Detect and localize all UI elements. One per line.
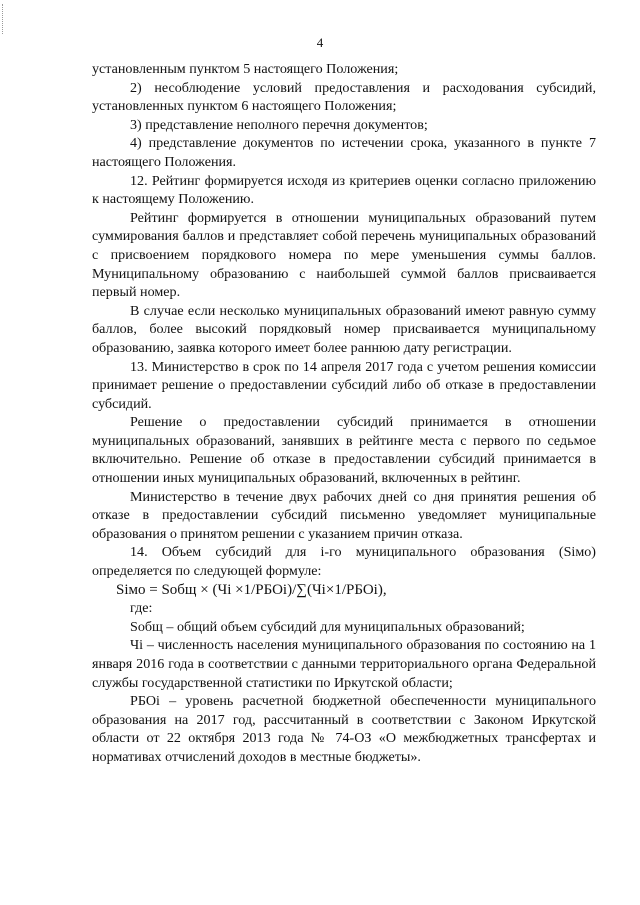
paragraph: 2) несоблюдение условий предоставления и расходования субсидий, установленных пунктом 6 настоящего Положения; <box>92 79 596 115</box>
paragraph: установленным пунктом 5 настоящего Положения; <box>92 61 399 77</box>
paragraph: 3) представление неполного перечня документов; <box>130 116 428 133</box>
paragraph: 4) представление документов по истечении срока, указанного в пункте 7 настоящего Положения. <box>92 135 596 170</box>
paragraph: 14. Объем субсидий для i-го муниципального образования (Siмо) определяется по следующей формуле: <box>92 544 596 580</box>
paragraph: 12. Рейтинг формируется исходя из критериев оценки согласно приложению к настоящему Положению. <box>92 172 596 208</box>
paragraph: Министерство в течение двух рабочих дней со дня принятия решения об отказе в предоставлении субсидий письменно уведомляет муниципальные образования о принятом решении с указанием причин отказа. <box>92 488 596 542</box>
paragraph: Решение о предоставлении субсидий принимается в отношении муниципальных образований, занявших в рейтинге места с первого по седьмое включительно. Решение об отказе в предоставлении субсидий принимается в отношении иных муниципальных образований, включенных в рейтинг. <box>92 414 596 487</box>
paragraph: В случае если несколько муниципальных образований имеют равную сумму баллов, более высокий порядковый номер присваивается муниципальному образованию, заявка которого имеет более раннюю дату регистрации. <box>92 302 596 356</box>
page-number: 4 <box>316 35 324 50</box>
definition-item: Чi – численность населения муниципального образования по состоянию на 1 января 2016 года в соответствии с данными территориального органа Федеральной службы государственной статистики по Иркутской области; <box>92 637 596 691</box>
definition-item: Sобщ – общий объем субсидий для муниципальных образований; <box>130 618 525 635</box>
definition-intro: где: <box>130 600 153 617</box>
paragraph: Рейтинг формируется в отношении муниципальных образований путем суммирования баллов и представляет собой перечень муниципальных образований с присвоением порядкового номера по мере уменьшения суммы баллов. Муниципальному образованию с наибольшей суммой баллов присваивается первый номер. <box>92 209 596 301</box>
paragraph: 13. Министерство в срок по 14 апреля 2017 года с учетом решения комиссии принимает решение о предоставлении субсидий либо об отказе в предоставлении субсидий. <box>92 358 596 412</box>
scan-edge-mark <box>2 4 5 34</box>
definition-item: РБОi – уровень расчетной бюджетной обеспеченности муниципального образования на 2017 год, рассчитанный в соответствии с Законом Иркутской области от 22 октября 2013 года № 74-ОЗ «О межбюджетных трансфертах и нормативах отчислений доходов в местные бюджеты». <box>92 693 596 765</box>
subsidy-formula: Siмо = Sобщ × (Чi ×1/РБОi)/∑(Чi×1/РБОi), <box>116 581 387 598</box>
document-body <box>92 60 596 767</box>
